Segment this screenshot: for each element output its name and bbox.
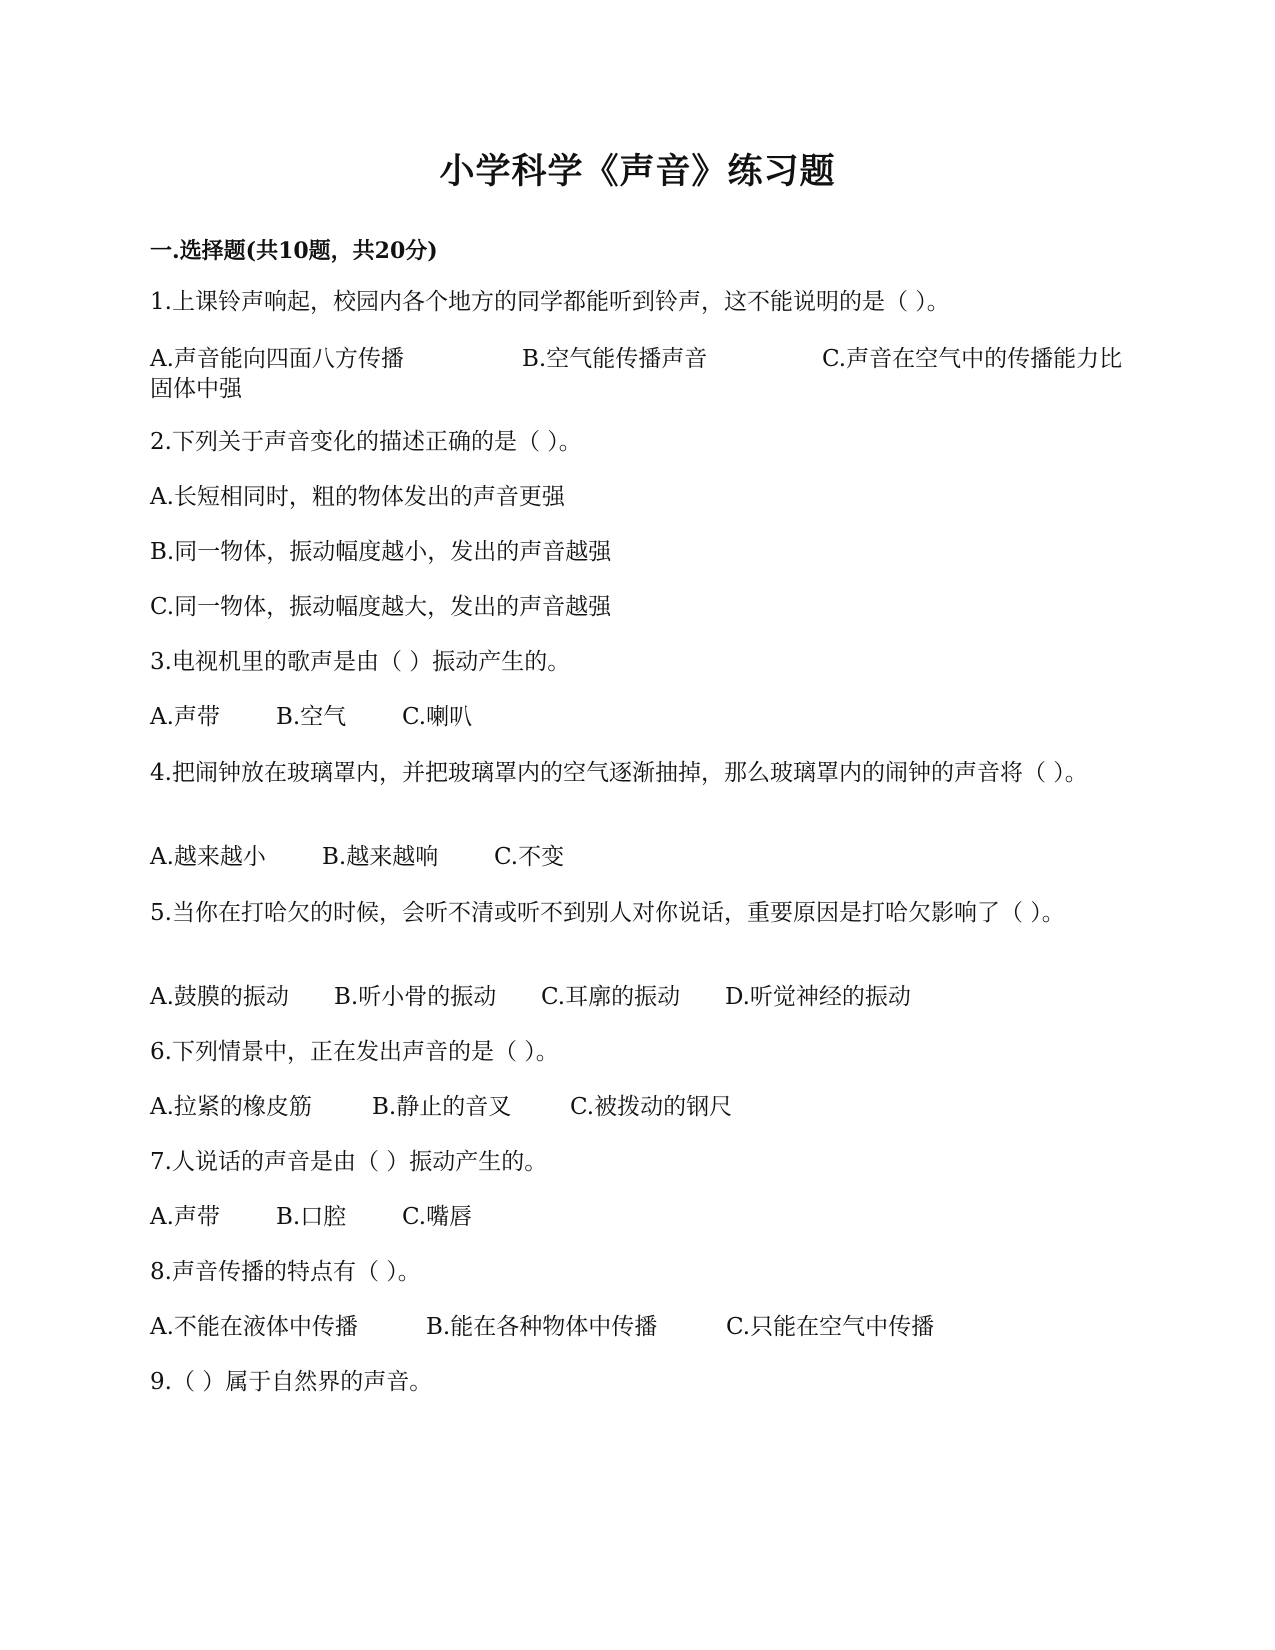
question-5-options (150, 983, 1130, 1012)
question-5-option-b: B.听小骨的振动 (334, 984, 497, 1010)
section-heading: 一.选择题(共10题，共20分) (150, 238, 438, 264)
question-3-option-c: C.喇叭 (402, 704, 473, 730)
question-8-option-c: C.只能在空气中传播 (726, 1314, 935, 1340)
question-4-options (150, 843, 1130, 872)
question-2-option-a: A.长短相同时，粗的物体发出的声音更强 (150, 484, 565, 510)
question-3-option-b: B.空气 (276, 704, 347, 730)
question-7-option-c: C.嘴唇 (402, 1204, 473, 1230)
question-7-option-a: A.声带 (150, 1204, 220, 1230)
question-6-option-a: A.拉紧的橡皮筋 (150, 1094, 312, 1120)
question-9-stem: 9.（ ）属于自然界的声音。 (150, 1369, 433, 1395)
question-8-option-b: B.能在各种物体中传播 (426, 1314, 658, 1340)
page-title: 小学科学《声音》练习题 (439, 151, 836, 192)
question-5-stem: 5.当你在打哈欠的时候，会听不清或听不到别人对你说话，重要原因是打哈欠影响了（ ）。 (150, 900, 1065, 926)
question-4-option-a: A.越来越小 (150, 844, 266, 870)
question-6-options (150, 1093, 1130, 1122)
question-4-option-b: B.越来越响 (322, 844, 439, 870)
question-3-options (150, 703, 1130, 732)
question-6-option-b: B.静止的音叉 (372, 1094, 512, 1120)
question-1-options (150, 344, 1130, 404)
question-8-options (150, 1313, 1130, 1342)
question-3-stem: 3.电视机里的歌声是由（ ）振动产生的。 (150, 649, 571, 675)
question-4-option-c: C.不变 (494, 844, 565, 870)
question-7-stem: 7.人说话的声音是由（ ）振动产生的。 (150, 1149, 548, 1175)
question-2-option-c: C.同一物体，振动幅度越大，发出的声音越强 (150, 594, 612, 620)
question-4-stem: 4.把闹钟放在玻璃罩内，并把玻璃罩内的空气逐渐抽掉，那么玻璃罩内的闹钟的声音将（ ）。 (150, 760, 1088, 786)
question-1-option-a: A.声音能向四面八方传播 (150, 346, 404, 372)
question-1-option-c: C.声音在空气中的传播能力比固体中强 (150, 346, 1123, 402)
question-6-option-c: C.被拨动的钢尺 (570, 1094, 733, 1120)
question-7-option-b: B.口腔 (276, 1204, 347, 1230)
question-1-option-b: B.空气能传播声音 (522, 346, 708, 372)
question-8-option-a: A.不能在液体中传播 (150, 1314, 358, 1340)
question-2-stem: 2.下列关于声音变化的描述正确的是（ ）。 (150, 429, 582, 455)
question-8-stem: 8.声音传播的特点有（ ）。 (150, 1259, 421, 1285)
question-7-options (150, 1203, 1130, 1232)
question-5-option-a: A.鼓膜的振动 (150, 984, 289, 1010)
question-1-stem: 1.上课铃声响起，校园内各个地方的同学都能听到铃声，这不能说明的是（ ）。 (150, 289, 950, 315)
question-5-option-d: D.听觉神经的振动 (725, 984, 911, 1010)
question-6-stem: 6.下列情景中，正在发出声音的是（ ）。 (150, 1039, 559, 1065)
question-5-option-c: C.耳廓的振动 (541, 984, 681, 1010)
question-3-option-a: A.声带 (150, 704, 220, 730)
question-2-option-b: B.同一物体，振动幅度越小，发出的声音越强 (150, 539, 612, 565)
